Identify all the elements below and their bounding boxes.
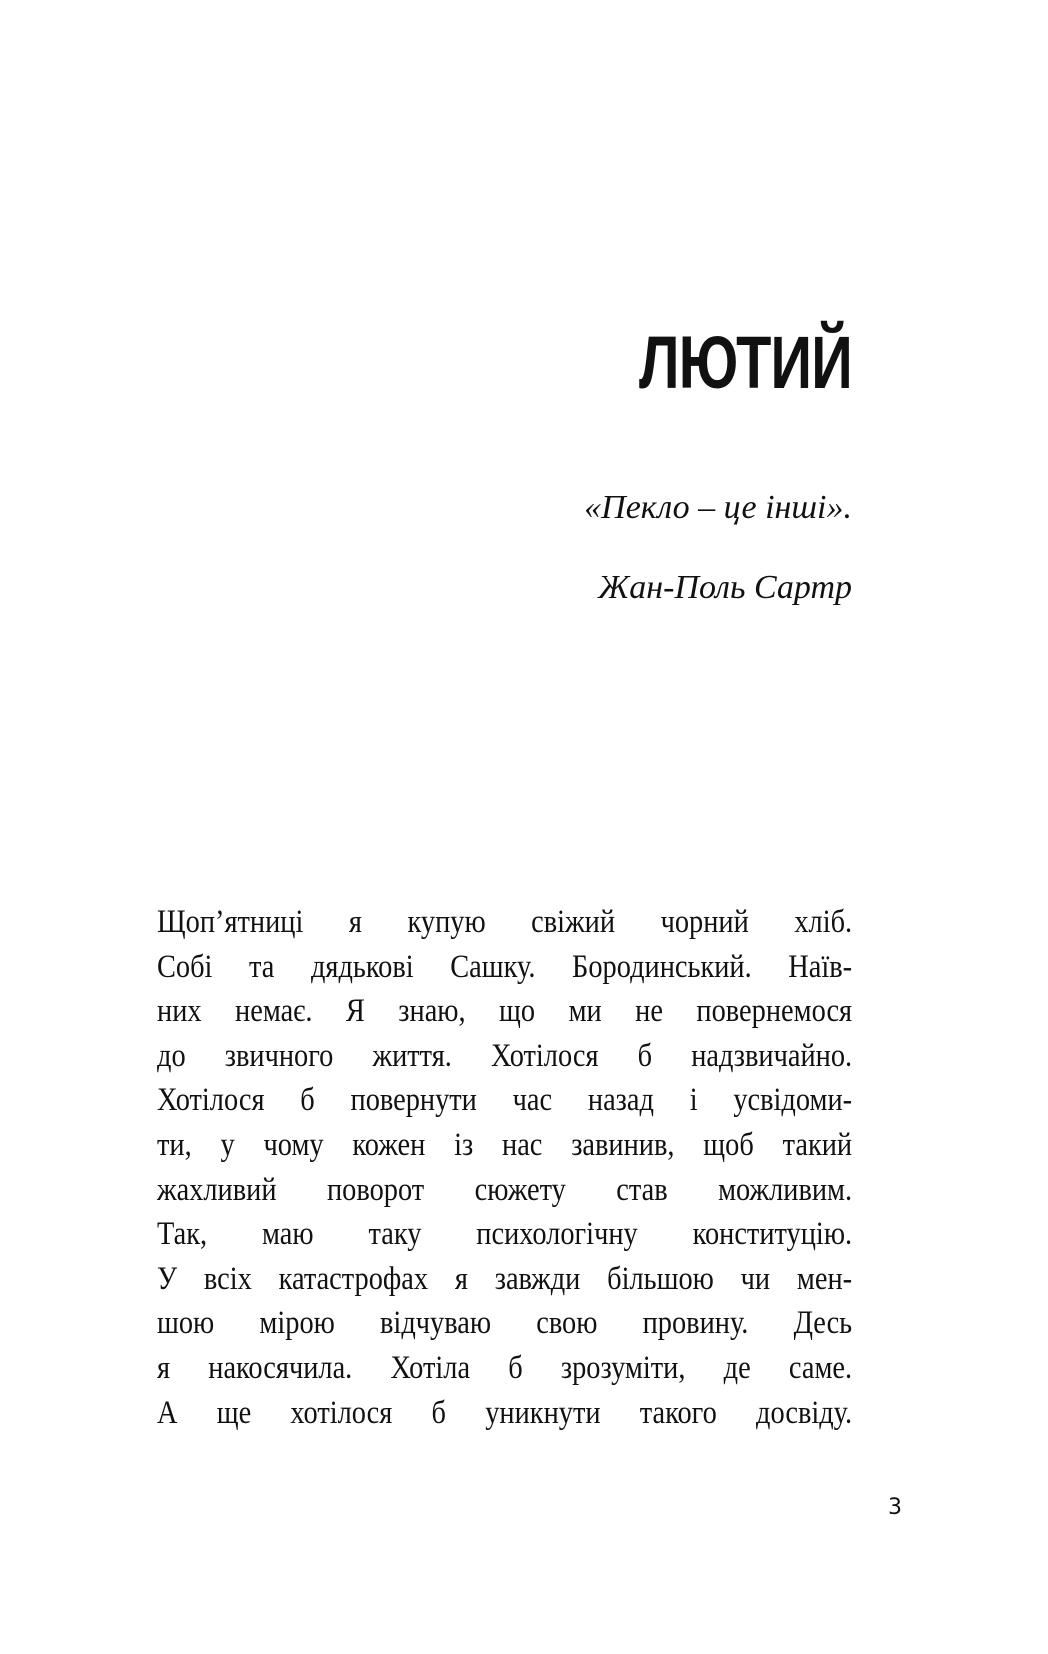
- text-line: [157, 989, 852, 1034]
- text-line-content: Хотілося б повернути час назад і усвідоми-: [157, 1082, 853, 1119]
- text-line-content: Щоп’ятниці я купую свіжий чорний хліб.: [157, 904, 853, 940]
- body-paragraph: [157, 900, 852, 1435]
- text-line: [157, 1078, 852, 1123]
- epigraph-quote: «Пекло – це інші».: [584, 489, 852, 526]
- text-line-content: них немає. Я знаю, що ми не повернемося: [157, 993, 853, 1030]
- text-line: [157, 900, 852, 945]
- text-line: [157, 1257, 852, 1302]
- text-line-content: ти, у чому кожен із нас завинив, щоб такий: [157, 1126, 853, 1163]
- text-line: [157, 1212, 852, 1257]
- text-line-content: до звичного життя. Хотілося б надзвичайно.: [157, 1037, 853, 1074]
- text-line: [157, 1123, 852, 1168]
- chapter-title: ЛЮТИЙ: [639, 321, 852, 404]
- text-line: [157, 1034, 852, 1079]
- text-line: [157, 1391, 852, 1436]
- text-line: [157, 1301, 852, 1346]
- epigraph: [584, 488, 852, 608]
- text-line-content: жахливий поворот сюжету став можливим.: [157, 1171, 853, 1208]
- text-line-content: А ще хотілося б уникнути такого досвіду.: [157, 1394, 853, 1431]
- text-line-content: я накосячила. Хотіла б зрозуміти, де саме.: [157, 1349, 853, 1386]
- text-line-content: шою мірою відчуваю свою провину. Десь: [157, 1305, 853, 1342]
- text-line-content: Так, маю таку психологічну конституцію.: [157, 1216, 853, 1253]
- text-line: [157, 1346, 852, 1391]
- text-line-content: Собі та дядькові Сашку. Бородинський. Наїв-: [157, 948, 853, 985]
- epigraph-author: Жан-Поль Сартр: [598, 569, 852, 606]
- text-line: [157, 945, 852, 990]
- text-line: [157, 1168, 852, 1213]
- page-number: 3: [888, 1495, 902, 1520]
- text-line-content: У всіх катастрофах я завжди більшою чи мен-: [157, 1260, 853, 1297]
